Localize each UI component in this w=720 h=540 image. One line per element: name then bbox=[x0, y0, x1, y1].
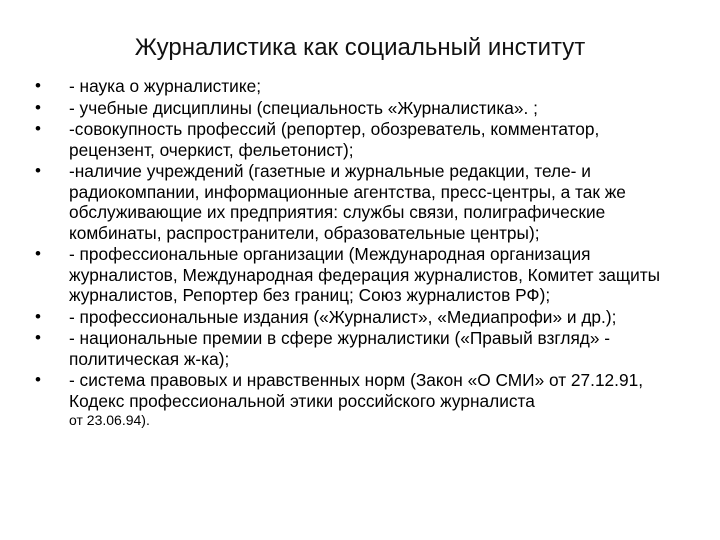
list-item-date-text: от 23.06.94). bbox=[69, 412, 150, 428]
bullet-icon: • bbox=[35, 370, 41, 389]
list-item bbox=[35, 370, 685, 430]
list-item bbox=[35, 161, 685, 243]
list-item bbox=[35, 307, 685, 328]
bullet-icon: • bbox=[35, 306, 41, 326]
list-item bbox=[35, 76, 685, 97]
list-item-text: - наука о журналистике; bbox=[69, 76, 262, 96]
bullet-icon: • bbox=[35, 97, 41, 117]
list-item-text: - система правовых и нравственных норм (Закон «О СМИ» от 27.12.91, Кодекс профессиональной этики российского журналиста bbox=[69, 370, 643, 411]
bullet-list bbox=[35, 76, 685, 431]
bullet-icon: • bbox=[35, 76, 41, 95]
bullet-icon: • bbox=[35, 328, 41, 347]
list-item-text: -совокупность профессий (репортер, обозреватель, комментатор, рецензент, очеркист, фельетонист); bbox=[69, 119, 600, 160]
list-item-text: - профессиональные организации (Международная организация журналистов, Международная федерация журналистов, Комитет защиты журналистов, Репортер без границ; Союз журналистов РФ); bbox=[69, 244, 661, 305]
list-item bbox=[35, 244, 685, 306]
list-item bbox=[35, 119, 685, 160]
bullet-icon: • bbox=[35, 119, 41, 138]
bullet-icon: • bbox=[35, 244, 41, 263]
list-item-text: - учебные дисциплины (специальность «Журналистика». ; bbox=[69, 97, 538, 118]
slide-title: Журналистика как социальный институт bbox=[134, 34, 586, 61]
list-item bbox=[35, 328, 685, 369]
list-item-text: - профессиональные издания («Журналист», «Медиапрофи» и др.); bbox=[69, 306, 617, 327]
bullet-icon: • bbox=[35, 161, 41, 180]
list-item-text: -наличие учреждений (газетные и журнальные редакции, теле- и радиокомпании, информационные агентства, пресс-центры, а так же обслуживающие их предприятия: службы связи, полиграфические комбинаты, распространители, образовательные центры); bbox=[69, 161, 626, 243]
list-item-text: - национальные премии в сфере журналистики («Правый взгляд» - политическая ж-ка); bbox=[69, 328, 611, 369]
list-item bbox=[35, 98, 685, 119]
